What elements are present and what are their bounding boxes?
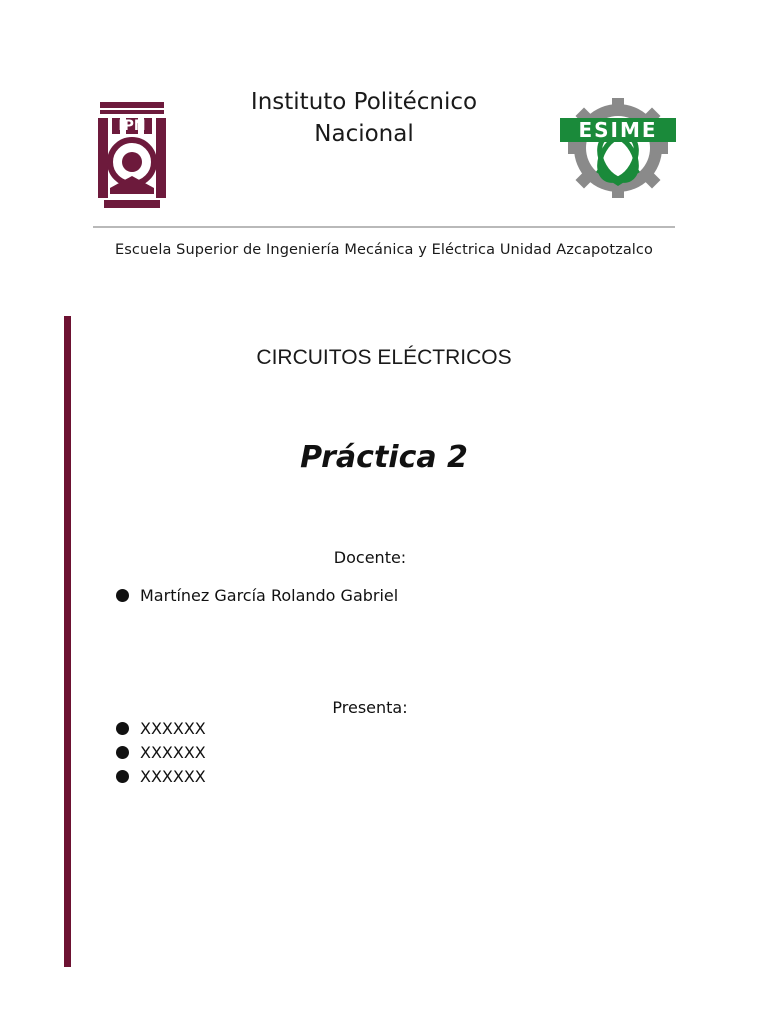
presenta-name: XXXXXX (140, 719, 206, 738)
bullet-icon (116, 722, 129, 735)
subject-title: CIRCUITOS ELÉCTRICOS (256, 346, 512, 369)
presenta-label: Presenta: (332, 698, 408, 717)
presenta-item (116, 767, 206, 786)
presenta-item (116, 719, 206, 738)
presenta-name: XXXXXX (140, 743, 206, 762)
header-divider (93, 226, 675, 228)
school-name: Escuela Superior de Ingeniería Mecánica y Eléctrica Unidad Azcapotzalco (115, 242, 653, 258)
docente-item (116, 586, 398, 605)
esime-wordmark: ESIME (578, 118, 658, 142)
svg-text:IPN: IPN (118, 118, 146, 134)
presenta-item (116, 743, 206, 762)
presenta-name: XXXXXX (140, 767, 206, 786)
institution-line-1: Instituto Politécnico (250, 89, 478, 115)
bullet-icon (116, 746, 129, 759)
docente-name: Martínez García Rolando Gabriel (140, 586, 399, 605)
institution-title (200, 86, 528, 150)
docente-label: Docente: (333, 548, 407, 567)
institution-line-2: Nacional (314, 121, 414, 147)
esime-logo (556, 96, 680, 200)
practice-title: Práctica 2 (300, 440, 468, 475)
accent-side-bar (64, 316, 71, 967)
bullet-icon (116, 589, 129, 602)
bullet-icon (116, 770, 129, 783)
ipn-logo (92, 96, 172, 216)
